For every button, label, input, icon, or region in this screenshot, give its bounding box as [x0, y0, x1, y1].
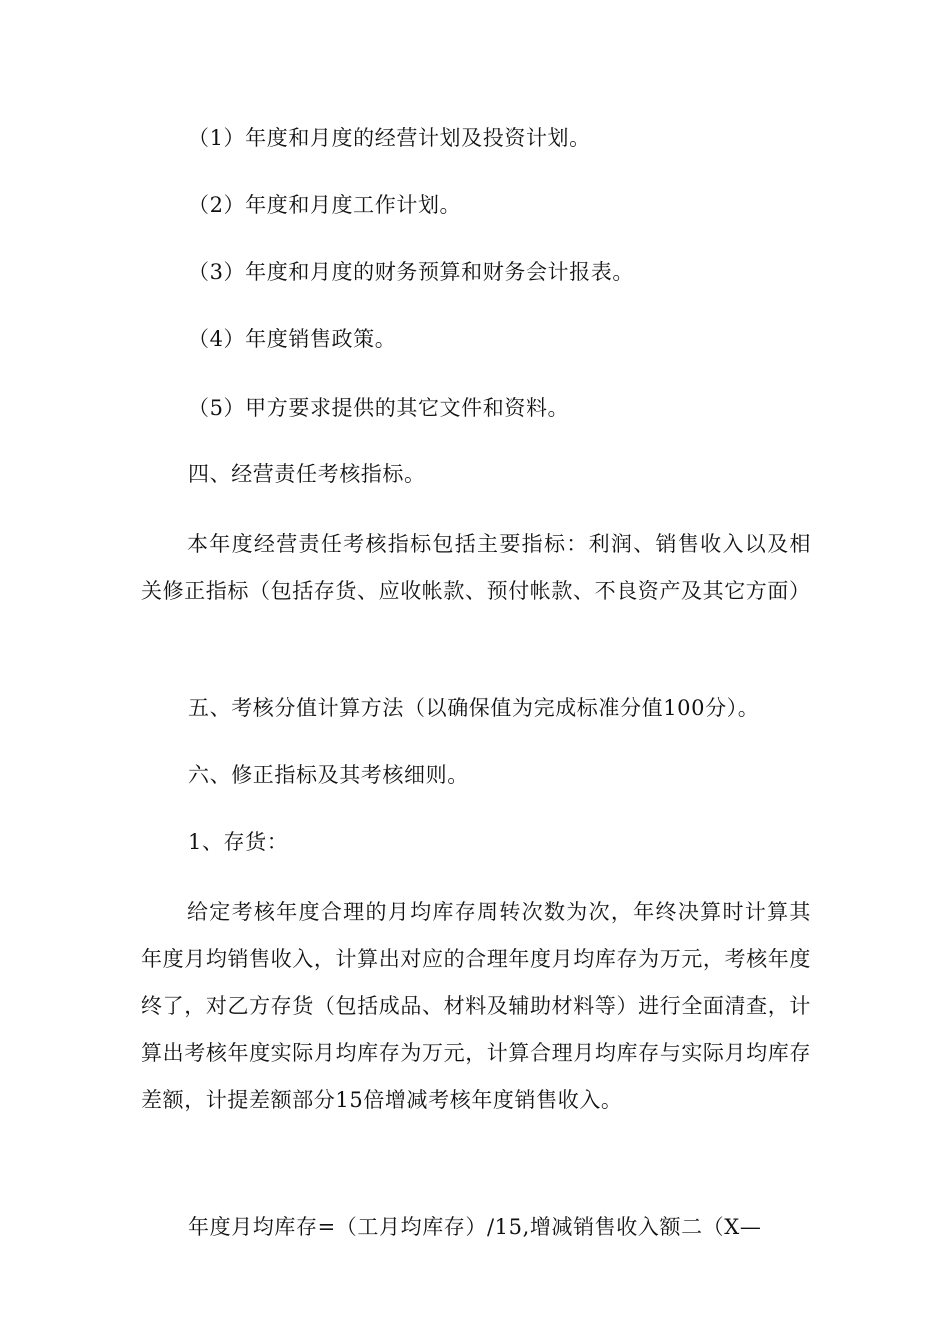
formula-line: 年度月均库存=（工月均库存）/15,增减销售收入额二（X—: [188, 1215, 762, 1239]
list-item-3: （3）年度和月度的财务预算和财务会计报表。: [188, 260, 634, 284]
subsection-heading-inventory: 1、存货：: [188, 830, 289, 854]
paragraph-inventory-rules: 给定考核年度合理的月均库存周转次数为次，年终决算时计算其年度月均销售收入，计算出对应的合理年度月均库存为万元，考核年度终了，对乙方存货（包括成品、材料及辅助材料等）进行全面清查，计算出考核年度实际月均库存为万元，计算合理月均库存与实际月均库存差额，计提差额部分15倍增减考核年度销售收入。: [141, 900, 811, 1112]
list-item-1: （1）年度和月度的经营计划及投资计划。: [188, 126, 591, 150]
list-item-2: （2）年度和月度工作计划。: [188, 193, 462, 217]
list-item-5: （5）甲方要求提供的其它文件和资料。: [188, 396, 570, 420]
section-heading-5: 五、考核分值计算方法（以确保值为完成标准分值100分）。: [188, 696, 760, 720]
section-heading-6: 六、修正指标及其考核细则。: [188, 763, 469, 787]
section-heading-4: 四、经营责任考核指标。: [188, 462, 426, 486]
list-item-4: （4）年度销售政策。: [188, 327, 397, 351]
paragraph-indicators: 本年度经营责任考核指标包括主要指标：利润、销售收入以及相关修正指标（包括存货、应收帐款、预付帐款、不良资产及其它方面）: [141, 532, 811, 603]
